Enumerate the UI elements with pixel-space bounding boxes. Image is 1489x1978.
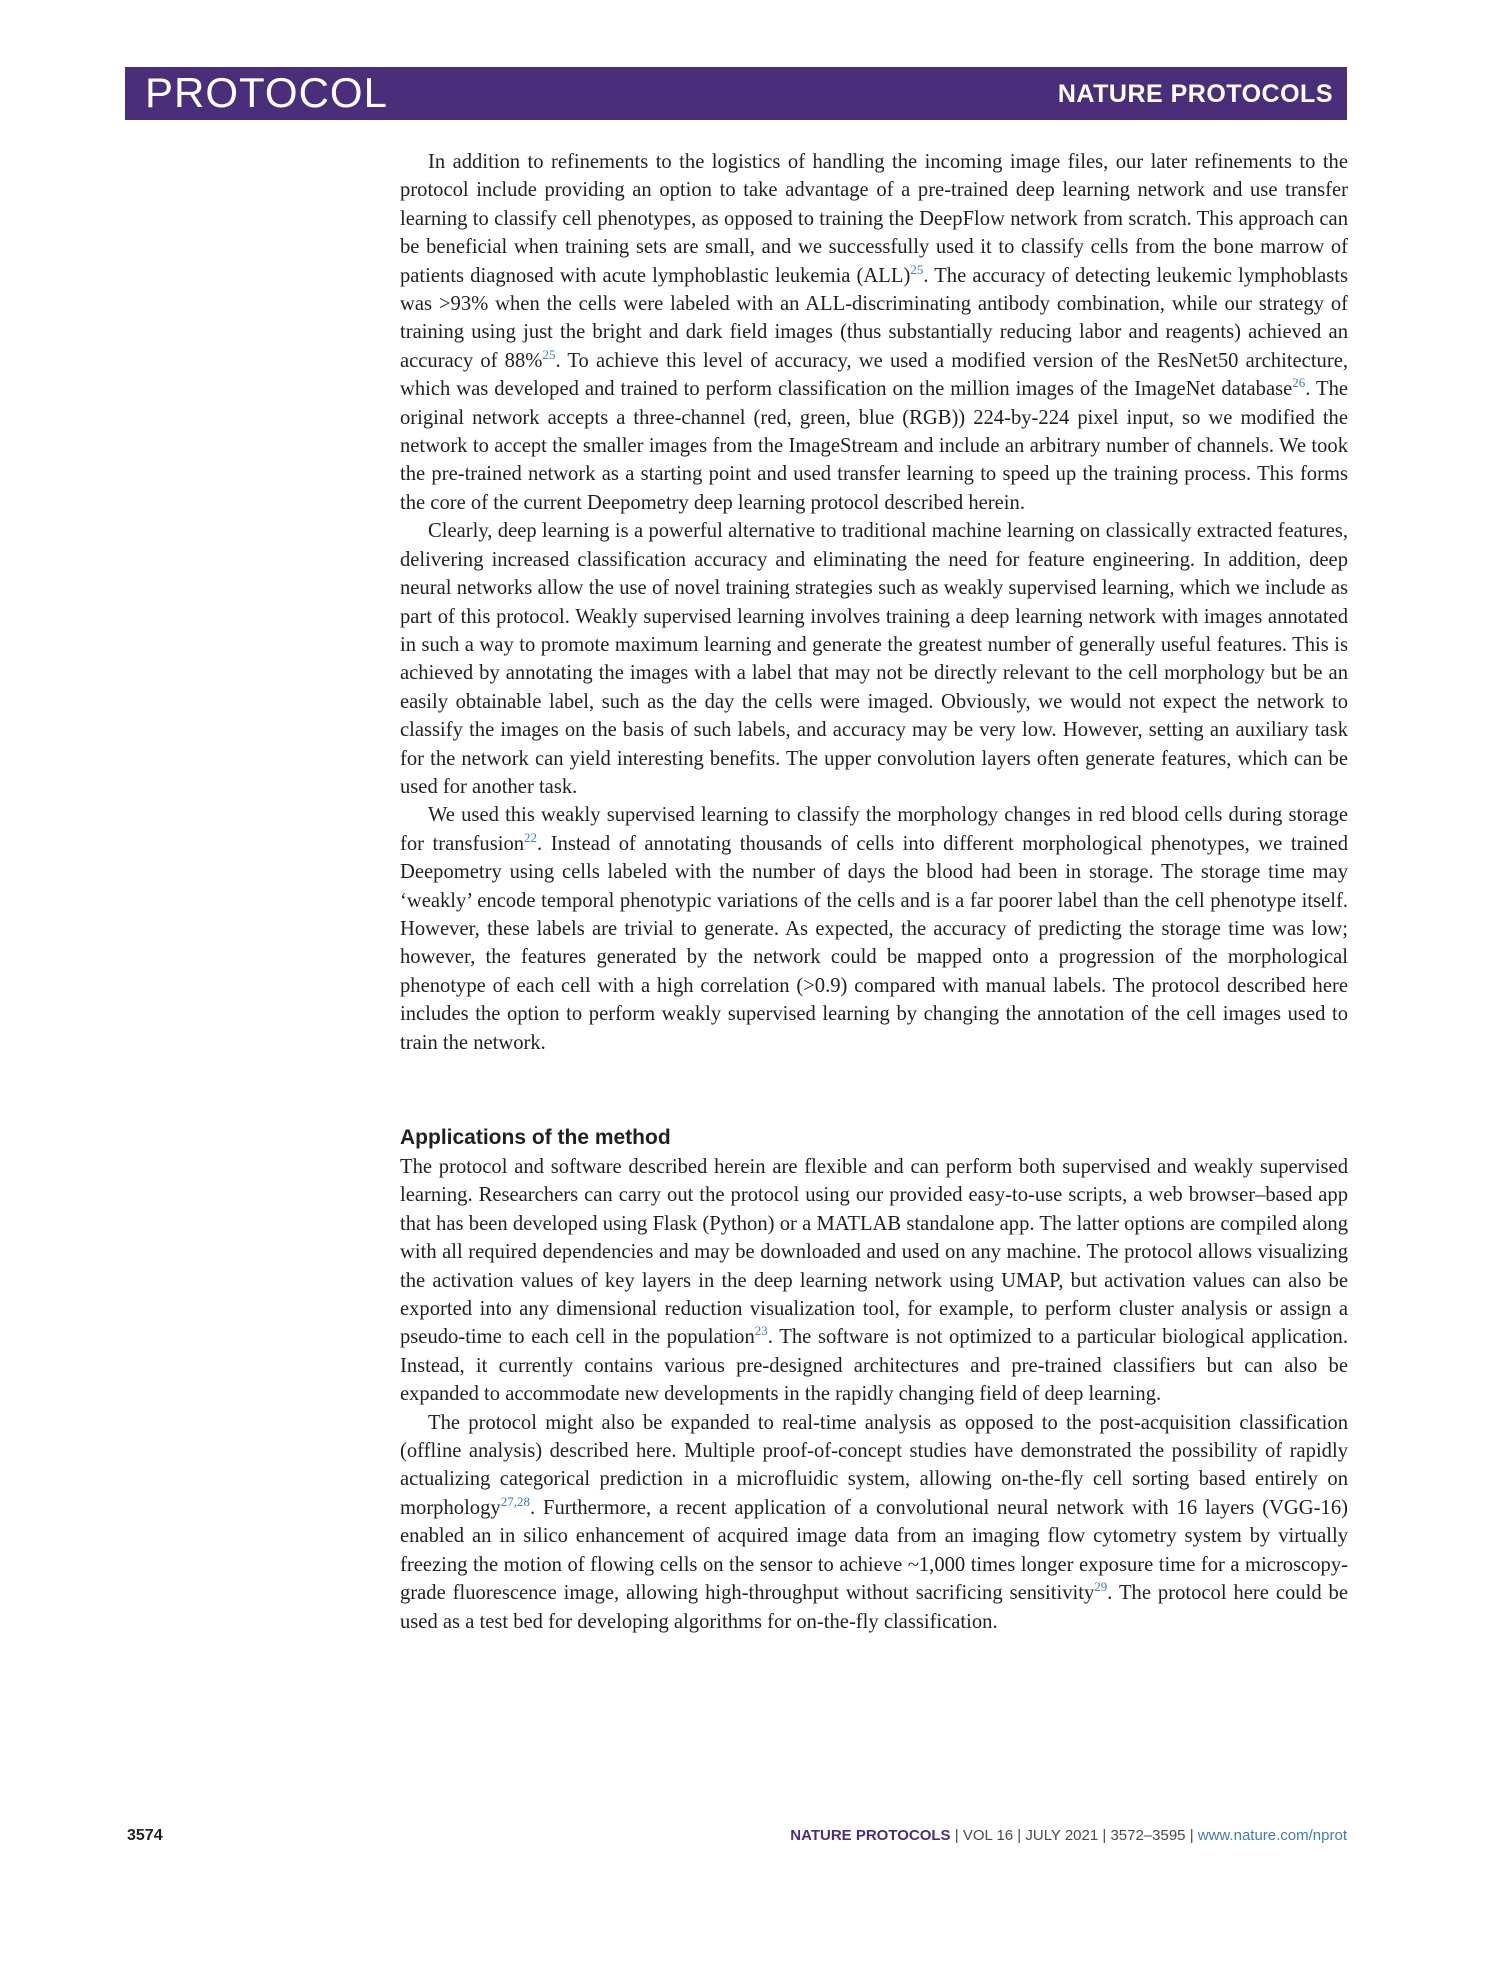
- paragraph-1: In addition to refinements to the logistics of handling the incoming image files, our later refinements to the protocol include providing an option to take advantage of a pre-trained deep learning network and use transfer learning to classify cell phenotypes, as opposed to training the DeepFlow network from scratch. This approach can be beneficial when training sets are small, and we successfully used it to classify cells from the bone marrow of patients diagnosed with acute lymphoblastic leukemia (ALL)$^{25}$. The accuracy of detecting leukemic lymphoblasts was >93% when the cells were labeled with an ALL-discriminating antibody combination, while our strategy of training using just the bright and dark field images (thus substantially reducing labor and reagents) achieved an accuracy of 88%$^{25}$. To achieve this level of accuracy, we used a modified version of the ResNet50 architecture, which was developed and trained to perform classification on the million images of the ImageNet database$^{26}$. The original network accepts a three-channel (red, green, blue (RGB)) 224-by-224 pixel input, so we modified the network to accept the smaller images from the ImageStream and include an arbitrary number of channels. We took the pre-trained network as a starting point and used transfer learning to speed up the training process. This forms the core of the current Deepometry deep learning protocol described herein.: [400, 151, 1349, 514]
- paragraph-5: The protocol might also be expanded to real-time analysis as opposed to the post-acquisition classification (offline analysis) described here. Multiple proof-of-concept studies have demonstrated the possibility of rapidly actualizing categorical prediction in a microfluidic system, allowing on-the-fly cell sorting based entirely on morphology$^{27,28}$. Furthermore, a recent application of a convolutional neural network with 16 layers (VGG-16) enabled an in silico enhancement of acquired image data from an imaging flow cytometry system by virtually freezing the motion of flowing cells on the sensor to achieve ~1,000 times longer exposure time for a microscopy-grade fluorescence image, allowing high-throughput without sacrificing sensitivity$^{29}$. The protocol here could be used as a test bed for developing algorithms for on-the-fly classification.: [400, 1411, 1348, 1633]
- section-heading: Applications of the method: [400, 1126, 671, 1149]
- paragraph-2: Clearly, deep learning is a powerful alternative to traditional machine learning on classically extracted features, delivering increased classification accuracy and eliminating the need for feature engineering. In addition, deep neural networks allow the use of novel training strategies such as weakly supervised learning, which we include as part of this protocol. Weakly supervised learning involves training a deep learning network with images annotated in such a way to promote maximum learning and generate the greatest number of generally useful features. This is achieved by annotating the images with a label that may not be directly relevant to the cell morphology but be an easily obtainable label, such as the day the cells were imaged. Obviously, we would not expect the network to classify the images on the basis of such labels, and accuracy may be very low. However, setting an auxiliary task for the network can yield interesting benefits. The upper convolution layers often generate features, which can be used for another task.: [400, 520, 1348, 798]
- footer-journal: NATURE PROTOCOLS: [790, 1827, 951, 1844]
- citation-link[interactable]: 29: [1094, 1579, 1108, 1595]
- citation-link[interactable]: 25: [542, 346, 556, 362]
- page-number: 3574: [127, 1827, 163, 1844]
- article-body: [400, 148, 1348, 1636]
- footer-citation: NATURE PROTOCOLS | VOL 16 | JULY 2021 | 3572–3595 | www.nature.com/nprot: [790, 1827, 1347, 1844]
- section-label: PROTOCOL: [145, 69, 388, 116]
- footer-volume: VOL 16: [962, 1827, 1014, 1844]
- citation-link[interactable]: 27,28: [500, 1494, 530, 1510]
- citation-link[interactable]: 25: [910, 261, 924, 277]
- citation-link[interactable]: 23: [754, 1323, 768, 1339]
- footer-url[interactable]: www.nature.com/nprot: [1197, 1827, 1347, 1844]
- citation-link[interactable]: 26: [1292, 375, 1306, 391]
- paragraph-3: We used this weakly supervised learning to classify the morphology changes in red blood cells during storage for transfusion$^{22}$. Instead of annotating thousands of cells into different morphological phenotypes, we trained Deepometry using cells labeled with the number of days the blood had been in storage. The storage time may ‘weakly’ encode temporal phenotypic variations of the cells and is a far poorer label than the cell phenotype itself. However, these labels are trivial to generate. As expected, the accuracy of predicting the storage time was low; however, the features generated by the network could be mapped onto a progression of the morphological phenotype of each cell with a high correlation (>0.9) compared with manual labels. The protocol described here includes the option to perform weakly supervised learning by changing the annotation of the cell images used to train the network.: [400, 804, 1348, 1054]
- journal-name: NATURE PROTOCOLS: [1057, 80, 1333, 108]
- footer-date: JULY 2021: [1025, 1827, 1099, 1844]
- paragraph-4: The protocol and software described herein are flexible and can perform both supervised and weakly supervised learning. Researchers can carry out the protocol using our provided easy-to-use scripts, a web browser–based app that has been developed using Flask (Python) or a MATLAB standalone app. The latter options are compiled along with all required dependencies and may be downloaded and used on any machine. The protocol allows visualizing the activation values of key layers in the deep learning network using UMAP, but activation values can also be exported into any dimensional reduction visualization tool, for example, to perform cluster analysis or assign a pseudo-time to each cell in the population$^{23}$. The software is not optimized to a particular biological application. Instead, it currently contains various pre-designed architectures and pre-trained classifiers but can also be expanded to accommodate new developments in the rapidly changing field of deep learning.: [400, 1156, 1349, 1406]
- running-header: [125, 67, 1347, 120]
- footer-pages: 3572–3595: [1110, 1827, 1186, 1844]
- citation-link[interactable]: 22: [524, 829, 538, 845]
